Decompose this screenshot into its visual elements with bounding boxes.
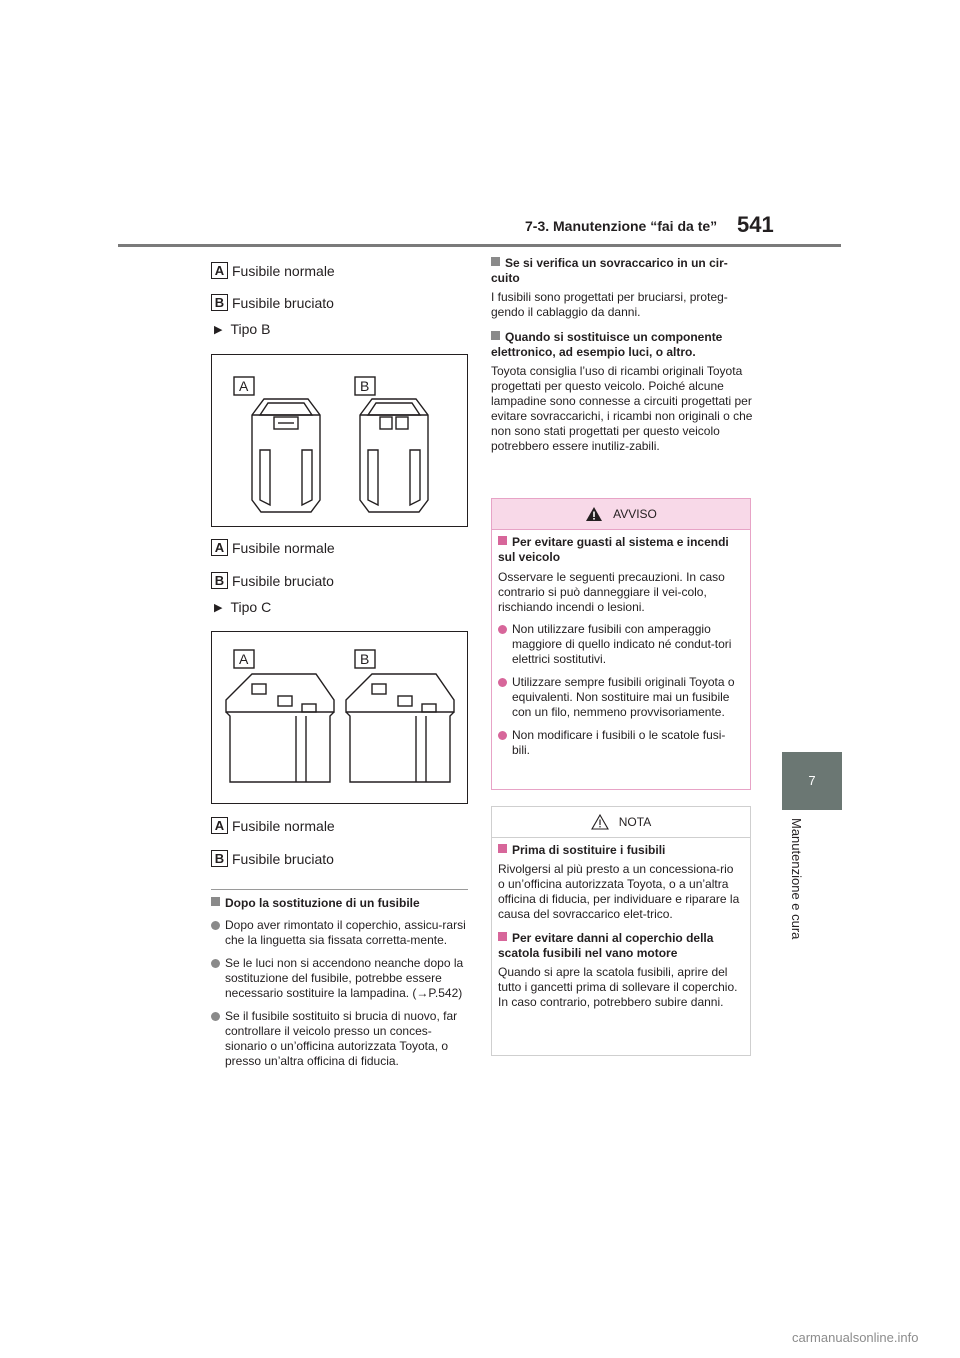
label-b-blown — [211, 294, 334, 311]
section-divider — [211, 889, 468, 890]
bullet-icon — [498, 731, 507, 740]
triangle-right-icon: ▶ — [214, 601, 223, 614]
chapter-tab[interactable]: 7 — [782, 752, 842, 810]
badge-b: B — [211, 294, 228, 311]
svg-text:A: A — [239, 378, 249, 394]
page-number: 541 — [737, 212, 774, 237]
badge-b: B — [211, 850, 228, 867]
label-text: Fusibile normale — [232, 539, 335, 556]
watermark: carmanualsonline.info — [792, 1330, 919, 1345]
note-box — [491, 806, 751, 1056]
note-title: NOTA — [618, 815, 652, 829]
overload-heading: Se si verifica un sovraccarico in un cir-cuito — [491, 256, 728, 285]
label-a-normal — [211, 262, 335, 279]
bullet-icon — [211, 1012, 220, 1021]
header-rule — [118, 244, 841, 247]
note-header — [492, 807, 750, 838]
type-b-text: Tipo B — [230, 321, 271, 337]
note-content — [498, 843, 742, 1010]
square-bullet-icon — [498, 932, 507, 941]
badge-b: B — [211, 572, 228, 589]
replace-text: Toyota consiglia l’uso di ricambi originali Toyota progettati per questo veicolo. Poiché alcune lampadine sono connesse a circuiti progettati per evitare sovraccarichi, i ricambi non originali o che non sono stati progettati per questo veicolo potrebbero essere inutiliz-zabili. — [491, 364, 753, 453]
overload-text: I fusibili sono progettati per bruciarsi, proteg-gendo il cablaggio da danni. — [491, 290, 728, 319]
label-b-blown — [211, 572, 334, 589]
warning-content — [498, 535, 742, 758]
warning-header — [492, 499, 750, 530]
square-bullet-icon — [491, 257, 500, 266]
type-b-heading — [214, 321, 270, 337]
right-column-text — [491, 256, 753, 454]
badge-a: A — [211, 817, 228, 834]
warning-text: Osservare le seguenti precauzioni. In caso contrario si può danneggiare il vei-colo, rischiando incendi o lesioni. — [498, 570, 725, 614]
badge-a: A — [211, 539, 228, 556]
square-bullet-icon — [211, 897, 220, 906]
warning-heading: Per evitare guasti al sistema e incendi sul veicolo — [498, 535, 729, 564]
type-c-heading — [214, 599, 271, 615]
list-item: Non modificare i fusibili o le scatole fusi-bili. — [498, 728, 742, 758]
square-bullet-icon — [491, 331, 500, 340]
label-text: Fusibile normale — [232, 817, 335, 834]
svg-text:B: B — [360, 378, 370, 394]
label-b-blown — [211, 850, 334, 867]
label-a-normal — [211, 539, 335, 556]
list-item: Utilizzare sempre fusibili originali Toyota o equivalenti. Non sostituire mai un fusibile con un filo, nemmeno provvisoriamente. — [498, 675, 742, 720]
warning-title: AVVISO — [613, 507, 657, 521]
figure-type-b — [211, 354, 468, 527]
note-text-1: Rivolgersi al più presto a un concessiona-rio o un’officina autorizzata Toyota, o a un’altra officina di fiducia, per individuare e riparare la causa del sovraccarico elet-trico. — [498, 862, 740, 921]
note-heading-1: Prima di sostituire i fusibili — [498, 843, 742, 858]
list-item: Se il fusibile sostituito si brucia di nuovo, far controllare il veicolo presso un conces-sionario o un’officina autorizzata Toyota, o presso un’altra officina di fiducia. — [211, 1009, 468, 1069]
after-replacement-section — [211, 896, 468, 1069]
list-item: Dopo aver rimontato il coperchio, assicu-rarsi che la linguetta sia fissata corretta-mente. — [211, 918, 468, 948]
bullet-icon — [498, 625, 507, 634]
replace-heading: Quando si sostituisce un componente elettronico, ad esempio luci, o altro. — [491, 330, 723, 359]
figure-type-c — [211, 631, 468, 804]
bullet-icon — [211, 959, 220, 968]
svg-text:A: A — [239, 651, 249, 667]
label-text: Fusibile normale — [232, 262, 335, 279]
after-heading: Dopo la sostituzione di un fusibile — [211, 896, 468, 911]
bullet-icon — [211, 921, 220, 930]
triangle-right-icon: ▶ — [214, 323, 223, 336]
label-a-normal — [211, 817, 335, 834]
square-bullet-icon — [498, 844, 507, 853]
list-item: Se le luci non si accendono neanche dopo la sostituzione del fusibile, potrebbe essere necessario sostituire la lampadina. (→P.542) — [211, 956, 468, 1001]
warning-triangle-icon — [585, 506, 603, 522]
badge-a: A — [211, 262, 228, 279]
fuse-type-b-illustration — [212, 355, 467, 526]
chapter-label: Manutenzione e cura — [789, 818, 804, 940]
list-item: Non utilizzare fusibili con amperaggio maggiore di quello indicato né condut-tori elettrici sostitutivi. — [498, 622, 742, 667]
label-text: Fusibile bruciato — [232, 850, 334, 867]
bullet-icon — [498, 678, 507, 687]
label-text: Fusibile bruciato — [232, 572, 334, 589]
warning-box — [491, 498, 751, 790]
type-c-text: Tipo C — [230, 599, 272, 615]
section-title: 7-3. Manutenzione “fai da te” — [525, 218, 718, 234]
note-text-2: Quando si apre la scatola fusibili, aprire del tutto i gancetti prima di sollevare il coperchio. In caso contrario, potrebbero subire danni. — [498, 965, 738, 1009]
label-text: Fusibile bruciato — [232, 294, 334, 311]
svg-text:B: B — [360, 651, 370, 667]
note-heading-2: Per evitare danni al coperchio della scatola fusibili nel vano motore — [498, 931, 714, 960]
square-bullet-icon — [498, 536, 507, 545]
caution-triangle-icon — [591, 814, 609, 830]
fuse-type-c-illustration — [212, 632, 467, 803]
